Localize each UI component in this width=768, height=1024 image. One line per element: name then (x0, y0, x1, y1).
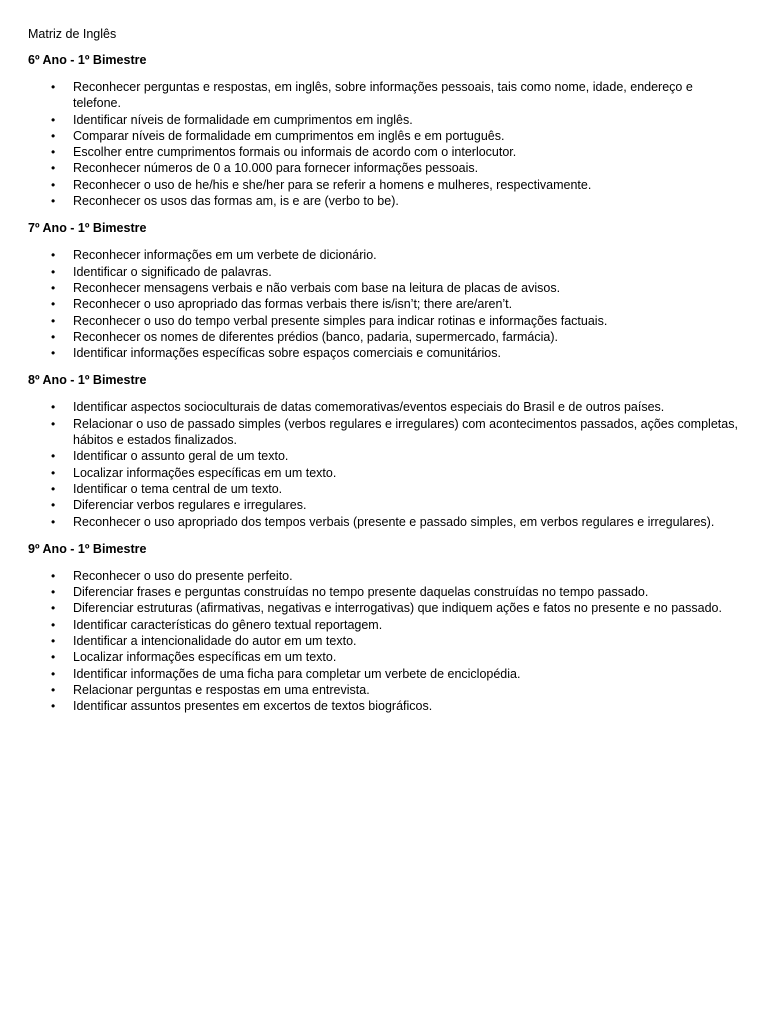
list-item-text: Identificar informações de uma ficha para completar um verbete de enciclopédia. (73, 666, 521, 681)
bullet-icon: • (51, 248, 56, 263)
list-item-text: Identificar a intencionalidade do autor em um texto. (73, 634, 357, 649)
list-item (28, 481, 738, 497)
list-item-text: Reconhecer perguntas e respostas, em inglês, sobre informações pessoais, tais como nome, idade, endereço e telefone. (73, 80, 693, 111)
bullet-icon: • (51, 297, 56, 312)
list-item (28, 247, 738, 263)
bullet-icon: • (51, 585, 56, 600)
list-item (28, 264, 738, 280)
list-item (28, 160, 738, 176)
bullet-icon: • (51, 80, 56, 94)
list-item (28, 345, 738, 361)
bullet-icon: • (51, 313, 56, 328)
list-item-text: Comparar níveis de formalidade em cumprimentos em inglês e em português. (73, 128, 505, 143)
bullet-icon: • (51, 416, 56, 431)
list-item (28, 666, 738, 682)
list-item-text: Reconhecer o uso do presente perfeito. (73, 568, 293, 583)
list-item-text: Relacionar o uso de passado simples (verbos regulares e irregulares) com acontecimentos passados, ações completas, hábitos e estados finalizados. (73, 416, 738, 448)
list-item (28, 112, 738, 128)
list-item-text: Escolher entre cumprimentos formais ou informais de acordo com o interlocutor. (73, 145, 517, 160)
skills-list (28, 399, 738, 529)
list-item (28, 144, 738, 160)
list-item-text: Reconhecer o uso do tempo verbal presente simples para indicar rotinas e informações factuais. (73, 313, 608, 328)
list-item (28, 280, 738, 296)
bullet-icon: • (51, 568, 56, 583)
list-item (28, 682, 738, 698)
list-item-text: Reconhecer os nomes de diferentes prédios (banco, padaria, supermercado, farmácia). (73, 329, 558, 344)
list-item (28, 128, 738, 144)
grade-section (28, 541, 738, 715)
list-item (28, 448, 738, 464)
list-item-text: Identificar níveis de formalidade em cumprimentos em inglês. (73, 112, 413, 127)
section-heading: 6º Ano - 1º Bimestre (28, 53, 147, 67)
bullet-icon: • (51, 699, 56, 714)
list-item-text: Reconhecer o uso de he/his e she/her para se referir a homens e mulheres, respectivamente. (73, 177, 592, 192)
list-item-text: Identificar características do gênero textual reportagem. (73, 617, 383, 632)
list-item-text: Reconhecer os usos das formas am, is e are (verbo to be). (73, 194, 399, 209)
bullet-icon: • (51, 161, 56, 176)
list-item-text: Diferenciar estruturas (afirmativas, negativas e interrogativas) que indiquem ações e fatos no presente e no passado. (73, 601, 722, 616)
list-item-text: Identificar assuntos presentes em excertos de textos biográficos. (73, 699, 433, 714)
list-item-text: Diferenciar frases e perguntas construídas no tempo presente daquelas construídas no tempo passado. (73, 585, 649, 600)
list-item-text: Identificar o significado de palavras. (73, 264, 272, 279)
grade-section (28, 372, 738, 529)
list-item (28, 329, 738, 345)
list-item-text: Reconhecer o uso apropriado das formas verbais there is/isn’t; there are/aren’t. (73, 297, 513, 312)
list-item-text: Identificar aspectos socioculturais de datas comemorativas/eventos especiais do Brasil e de outros países. (73, 400, 665, 415)
list-item-text: Reconhecer números de 0 a 10.000 para fornecer informações pessoais. (73, 161, 479, 176)
bullet-icon: • (51, 514, 56, 529)
bullet-icon: • (51, 682, 56, 697)
list-item-text: Identificar o tema central de um texto. (73, 481, 283, 496)
list-item (28, 584, 738, 600)
section-heading: 8º Ano - 1º Bimestre (28, 373, 147, 388)
grade-section (28, 52, 738, 209)
list-item (28, 514, 738, 530)
list-item (28, 465, 738, 481)
bullet-icon: • (51, 329, 56, 344)
bullet-icon: • (51, 601, 56, 616)
list-item-text: Reconhecer mensagens verbais e não verbais com base na leitura de placas de avisos. (73, 280, 561, 295)
list-item-text: Identificar o assunto geral de um texto. (73, 449, 289, 464)
list-item-text: Identificar informações específicas sobre espaços comerciais e comunitários. (73, 346, 501, 361)
bullet-icon: • (51, 481, 56, 496)
bullet-icon: • (51, 400, 56, 415)
skills-list (28, 79, 738, 209)
list-item-text: Reconhecer o uso apropriado dos tempos verbais (presente e passado simples, em verbos regulares e irregulares). (73, 514, 715, 529)
bullet-icon: • (51, 346, 56, 361)
bullet-icon: • (51, 498, 56, 513)
list-item-text: Reconhecer informações em um verbete de dicionário. (73, 248, 377, 263)
bullet-icon: • (51, 264, 56, 279)
bullet-icon: • (51, 617, 56, 632)
bullet-icon: • (51, 145, 56, 160)
list-item-text: Localizar informações específicas em um texto. (73, 650, 337, 665)
bullet-icon: • (51, 666, 56, 681)
list-item (28, 497, 738, 513)
list-item (28, 399, 738, 415)
sections-container (28, 52, 738, 715)
bullet-icon: • (51, 634, 56, 649)
list-item (28, 633, 738, 649)
bullet-icon: • (51, 280, 56, 295)
skills-list (28, 568, 738, 715)
bullet-icon: • (51, 128, 56, 143)
list-item-text: Diferenciar verbos regulares e irregulares. (73, 498, 307, 513)
list-item (28, 296, 738, 312)
bullet-icon: • (51, 465, 56, 480)
list-item (28, 416, 738, 449)
grade-section (28, 220, 738, 361)
list-item (28, 649, 738, 665)
skills-list (28, 247, 738, 361)
list-item-text: Localizar informações específicas em um texto. (73, 465, 337, 480)
list-item (28, 617, 738, 633)
list-item-text: Relacionar perguntas e respostas em uma entrevista. (73, 682, 370, 697)
bullet-icon: • (51, 449, 56, 464)
bullet-icon: • (51, 650, 56, 665)
section-heading: 9º Ano - 1º Bimestre (28, 541, 147, 556)
section-heading: 7º Ano - 1º Bimestre (28, 221, 147, 236)
list-item (28, 568, 738, 584)
list-item (28, 600, 738, 616)
bullet-icon: • (51, 194, 56, 209)
list-item (28, 698, 738, 714)
bullet-icon: • (51, 112, 56, 127)
bullet-icon: • (51, 177, 56, 192)
list-item (28, 313, 738, 329)
list-item (28, 193, 738, 209)
list-item (28, 177, 738, 193)
document-title: Matriz de Inglês (28, 27, 117, 41)
list-item (28, 79, 738, 112)
